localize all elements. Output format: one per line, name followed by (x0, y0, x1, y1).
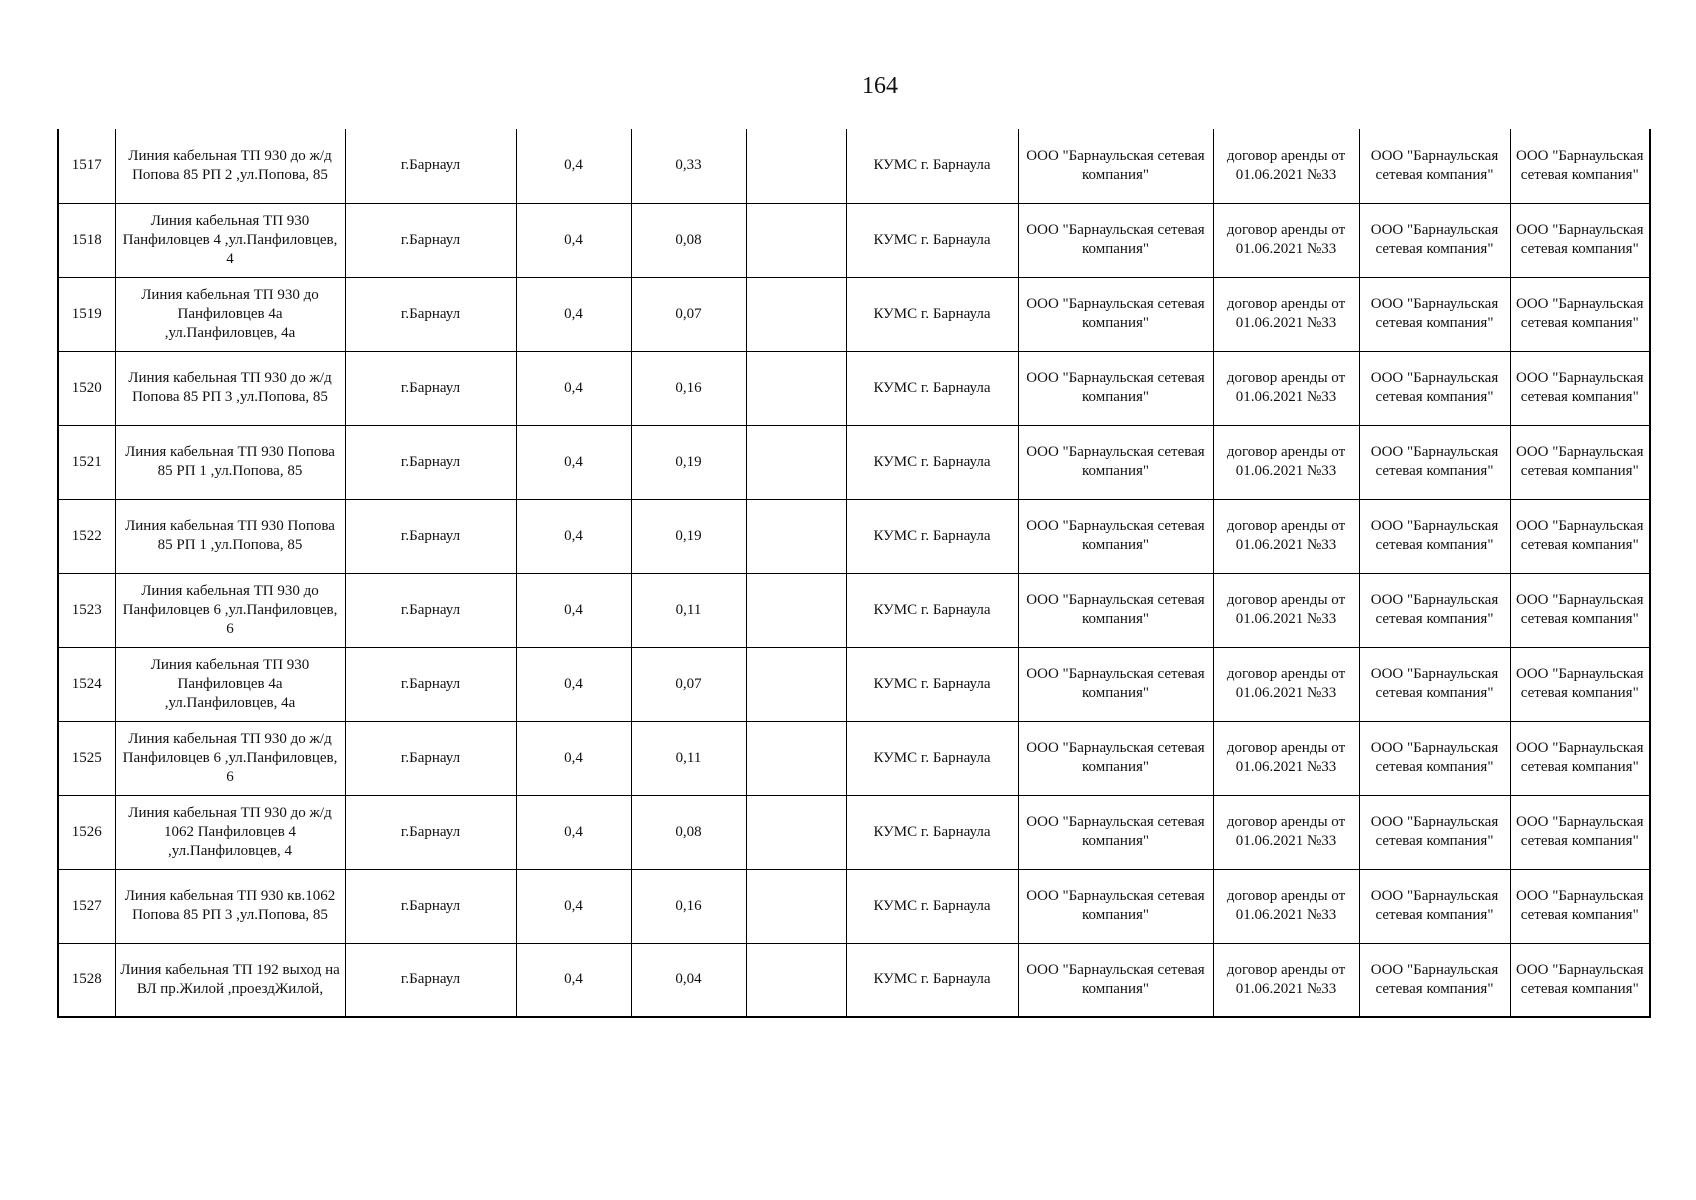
empty-cell (746, 129, 846, 203)
location-cell: г.Барнаул (345, 869, 516, 943)
length-cell: 0,16 (631, 351, 746, 425)
contract-cell: договор аренды от 01.06.2021 №33 (1213, 795, 1359, 869)
table-row (58, 425, 1650, 499)
contract-cell: договор аренды от 01.06.2021 №33 (1213, 573, 1359, 647)
row-number-cell: 1520 (58, 351, 115, 425)
object-name-cell: Линия кабельная ТП 930 до ж/д Попова 85 РП 3 ,ул.Попова, 85 (115, 351, 345, 425)
contract-cell: договор аренды от 01.06.2021 №33 (1213, 721, 1359, 795)
row-number-cell: 1518 (58, 203, 115, 277)
row-number-cell: 1517 (58, 129, 115, 203)
operator-cell: ООО "Барнаульская сетевая компания" (1018, 129, 1213, 203)
owner-cell: КУМС г. Барнаула (846, 351, 1018, 425)
empty-cell (746, 203, 846, 277)
voltage-cell: 0,4 (516, 721, 631, 795)
location-cell: г.Барнаул (345, 351, 516, 425)
length-cell: 0,07 (631, 277, 746, 351)
empty-cell (746, 425, 846, 499)
object-name-cell: Линия кабельная ТП 930 до ж/д 1062 Панфиловцев 4 ,ул.Панфиловцев, 4 (115, 795, 345, 869)
holder-cell: ООО "Барнаульская сетевая компания" (1510, 869, 1650, 943)
holder-cell: ООО "Барнаульская сетевая компания" (1510, 203, 1650, 277)
operator-cell: ООО "Барнаульская сетевая компания" (1018, 573, 1213, 647)
operator-cell: ООО "Барнаульская сетевая компания" (1018, 795, 1213, 869)
table-row (58, 869, 1650, 943)
location-cell: г.Барнаул (345, 499, 516, 573)
object-name-cell: Линия кабельная ТП 930 кв.1062 Попова 85 РП 3 ,ул.Попова, 85 (115, 869, 345, 943)
length-cell: 0,04 (631, 943, 746, 1017)
object-name-cell: Линия кабельная ТП 930 до Панфиловцев 4а ,ул.Панфиловцев, 4а (115, 277, 345, 351)
lessee-cell: ООО "Барнаульская сетевая компания" (1359, 647, 1510, 721)
table-row (58, 573, 1650, 647)
object-name-cell: Линия кабельная ТП 930 Панфиловцев 4а ,ул.Панфиловцев, 4а (115, 647, 345, 721)
voltage-cell: 0,4 (516, 573, 631, 647)
voltage-cell: 0,4 (516, 499, 631, 573)
owner-cell: КУМС г. Барнаула (846, 129, 1018, 203)
lessee-cell: ООО "Барнаульская сетевая компания" (1359, 499, 1510, 573)
voltage-cell: 0,4 (516, 943, 631, 1017)
lessee-cell: ООО "Барнаульская сетевая компания" (1359, 425, 1510, 499)
location-cell: г.Барнаул (345, 647, 516, 721)
owner-cell: КУМС г. Барнаула (846, 203, 1018, 277)
owner-cell: КУМС г. Барнаула (846, 795, 1018, 869)
contract-cell: договор аренды от 01.06.2021 №33 (1213, 869, 1359, 943)
row-number-cell: 1521 (58, 425, 115, 499)
owner-cell: КУМС г. Барнаула (846, 573, 1018, 647)
operator-cell: ООО "Барнаульская сетевая компания" (1018, 647, 1213, 721)
length-cell: 0,19 (631, 499, 746, 573)
row-number-cell: 1528 (58, 943, 115, 1017)
holder-cell: ООО "Барнаульская сетевая компания" (1510, 721, 1650, 795)
operator-cell: ООО "Барнаульская сетевая компания" (1018, 499, 1213, 573)
table-row (58, 203, 1650, 277)
voltage-cell: 0,4 (516, 277, 631, 351)
owner-cell: КУМС г. Барнаула (846, 277, 1018, 351)
empty-cell (746, 869, 846, 943)
registry-table (57, 129, 1651, 1018)
table-row (58, 277, 1650, 351)
empty-cell (746, 277, 846, 351)
operator-cell: ООО "Барнаульская сетевая компания" (1018, 721, 1213, 795)
voltage-cell: 0,4 (516, 647, 631, 721)
holder-cell: ООО "Барнаульская сетевая компания" (1510, 425, 1650, 499)
row-number-cell: 1519 (58, 277, 115, 351)
holder-cell: ООО "Барнаульская сетевая компания" (1510, 573, 1650, 647)
registry-table-container (57, 129, 1651, 1018)
empty-cell (746, 721, 846, 795)
holder-cell: ООО "Барнаульская сетевая компания" (1510, 129, 1650, 203)
table-row (58, 499, 1650, 573)
object-name-cell: Линия кабельная ТП 192 выход на ВЛ пр.Жилой ,проездЖилой, (115, 943, 345, 1017)
holder-cell: ООО "Барнаульская сетевая компания" (1510, 351, 1650, 425)
length-cell: 0,33 (631, 129, 746, 203)
object-name-cell: Линия кабельная ТП 930 Попова 85 РП 1 ,ул.Попова, 85 (115, 425, 345, 499)
table-row (58, 943, 1650, 1017)
length-cell: 0,08 (631, 203, 746, 277)
contract-cell: договор аренды от 01.06.2021 №33 (1213, 129, 1359, 203)
voltage-cell: 0,4 (516, 869, 631, 943)
empty-cell (746, 351, 846, 425)
contract-cell: договор аренды от 01.06.2021 №33 (1213, 647, 1359, 721)
table-row (58, 721, 1650, 795)
lessee-cell: ООО "Барнаульская сетевая компания" (1359, 795, 1510, 869)
empty-cell (746, 499, 846, 573)
lessee-cell: ООО "Барнаульская сетевая компания" (1359, 943, 1510, 1017)
voltage-cell: 0,4 (516, 425, 631, 499)
length-cell: 0,16 (631, 869, 746, 943)
holder-cell: ООО "Барнаульская сетевая компания" (1510, 277, 1650, 351)
row-number-cell: 1522 (58, 499, 115, 573)
operator-cell: ООО "Барнаульская сетевая компания" (1018, 203, 1213, 277)
contract-cell: договор аренды от 01.06.2021 №33 (1213, 277, 1359, 351)
lessee-cell: ООО "Барнаульская сетевая компания" (1359, 129, 1510, 203)
page-number: 164 (862, 73, 898, 99)
contract-cell: договор аренды от 01.06.2021 №33 (1213, 425, 1359, 499)
owner-cell: КУМС г. Барнаула (846, 499, 1018, 573)
owner-cell: КУМС г. Барнаула (846, 647, 1018, 721)
table-row (58, 351, 1650, 425)
row-number-cell: 1524 (58, 647, 115, 721)
location-cell: г.Барнаул (345, 129, 516, 203)
owner-cell: КУМС г. Барнаула (846, 943, 1018, 1017)
row-number-cell: 1525 (58, 721, 115, 795)
operator-cell: ООО "Барнаульская сетевая компания" (1018, 869, 1213, 943)
owner-cell: КУМС г. Барнаула (846, 721, 1018, 795)
row-number-cell: 1523 (58, 573, 115, 647)
contract-cell: договор аренды от 01.06.2021 №33 (1213, 499, 1359, 573)
voltage-cell: 0,4 (516, 203, 631, 277)
voltage-cell: 0,4 (516, 129, 631, 203)
operator-cell: ООО "Барнаульская сетевая компания" (1018, 943, 1213, 1017)
length-cell: 0,08 (631, 795, 746, 869)
row-number-cell: 1526 (58, 795, 115, 869)
contract-cell: договор аренды от 01.06.2021 №33 (1213, 943, 1359, 1017)
empty-cell (746, 943, 846, 1017)
empty-cell (746, 795, 846, 869)
object-name-cell: Линия кабельная ТП 930 до Панфиловцев 6 ,ул.Панфиловцев, 6 (115, 573, 345, 647)
lessee-cell: ООО "Барнаульская сетевая компания" (1359, 351, 1510, 425)
row-number-cell: 1527 (58, 869, 115, 943)
holder-cell: ООО "Барнаульская сетевая компания" (1510, 943, 1650, 1017)
holder-cell: ООО "Барнаульская сетевая компания" (1510, 499, 1650, 573)
operator-cell: ООО "Барнаульская сетевая компания" (1018, 351, 1213, 425)
voltage-cell: 0,4 (516, 351, 631, 425)
table-row (58, 795, 1650, 869)
table-row (58, 647, 1650, 721)
object-name-cell: Линия кабельная ТП 930 Попова 85 РП 1 ,ул.Попова, 85 (115, 499, 345, 573)
object-name-cell: Линия кабельная ТП 930 Панфиловцев 4 ,ул.Панфиловцев, 4 (115, 203, 345, 277)
operator-cell: ООО "Барнаульская сетевая компания" (1018, 425, 1213, 499)
location-cell: г.Барнаул (345, 277, 516, 351)
object-name-cell: Линия кабельная ТП 930 до ж/д Панфиловцев 6 ,ул.Панфиловцев, 6 (115, 721, 345, 795)
voltage-cell: 0,4 (516, 795, 631, 869)
contract-cell: договор аренды от 01.06.2021 №33 (1213, 351, 1359, 425)
location-cell: г.Барнаул (345, 425, 516, 499)
length-cell: 0,11 (631, 573, 746, 647)
empty-cell (746, 647, 846, 721)
operator-cell: ООО "Барнаульская сетевая компания" (1018, 277, 1213, 351)
lessee-cell: ООО "Барнаульская сетевая компания" (1359, 277, 1510, 351)
owner-cell: КУМС г. Барнаула (846, 425, 1018, 499)
location-cell: г.Барнаул (345, 795, 516, 869)
length-cell: 0,19 (631, 425, 746, 499)
holder-cell: ООО "Барнаульская сетевая компания" (1510, 647, 1650, 721)
lessee-cell: ООО "Барнаульская сетевая компания" (1359, 573, 1510, 647)
length-cell: 0,07 (631, 647, 746, 721)
empty-cell (746, 573, 846, 647)
lessee-cell: ООО "Барнаульская сетевая компания" (1359, 721, 1510, 795)
location-cell: г.Барнаул (345, 721, 516, 795)
location-cell: г.Барнаул (345, 943, 516, 1017)
lessee-cell: ООО "Барнаульская сетевая компания" (1359, 869, 1510, 943)
length-cell: 0,11 (631, 721, 746, 795)
location-cell: г.Барнаул (345, 203, 516, 277)
table-row (58, 129, 1650, 203)
owner-cell: КУМС г. Барнаула (846, 869, 1018, 943)
object-name-cell: Линия кабельная ТП 930 до ж/д Попова 85 РП 2 ,ул.Попова, 85 (115, 129, 345, 203)
table-body (58, 129, 1650, 1017)
holder-cell: ООО "Барнаульская сетевая компания" (1510, 795, 1650, 869)
lessee-cell: ООО "Барнаульская сетевая компания" (1359, 203, 1510, 277)
location-cell: г.Барнаул (345, 573, 516, 647)
contract-cell: договор аренды от 01.06.2021 №33 (1213, 203, 1359, 277)
